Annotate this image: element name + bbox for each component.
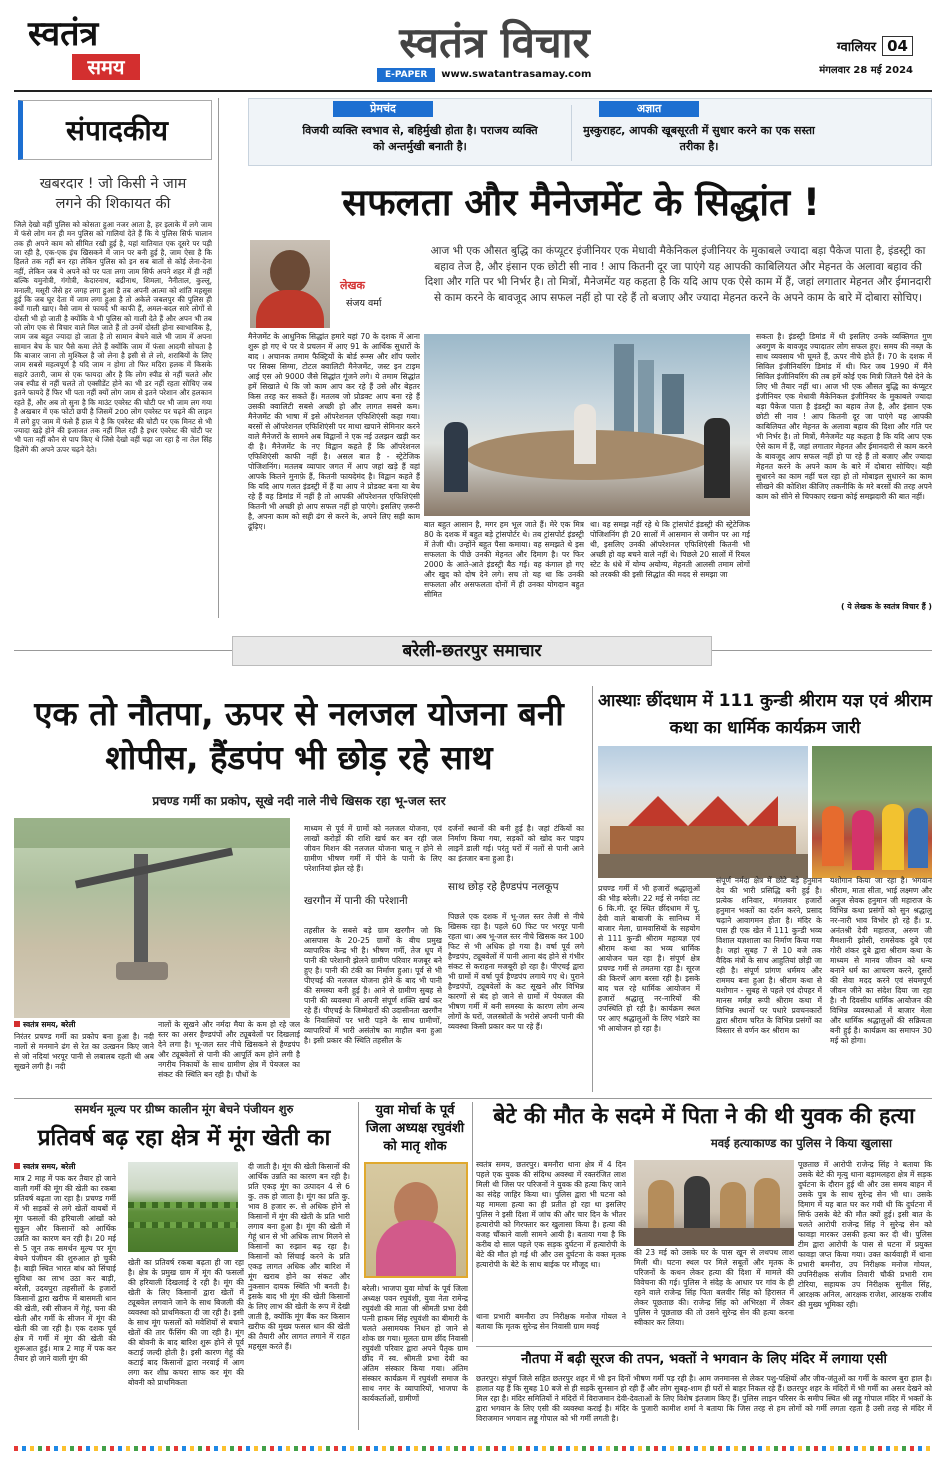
lead-col-1: मैनेजमेंट के आधुनिक सिद्धांत हमारे यहां 70 के दशक में आना शुरू हो गए थे पर वे प्रचलन में आए 91 के आर्थिक सुधारों के बाद । अचानक तमाम फैक्ट्रियों के बोर्ड रूम्स और शॉप फ्लोर पर सिक्स सिग्मा, टोटल क्वालिटी मैनेजमेंट, जस्ट इन टाइम आई एस ओ 9000 जैसे सिद्धांत गूंजने लगे। ये तमाम सिद्धांत हमें सिखाते थे कि जो काम आप कर रहे हैं उसे और बेहतर किस तरह कर सकते हैं। मतलब जो प्रोडक्ट आप बना रहे हैं उसकी क्वालिटी सबसे अच्छी हो और लागत सबसे कम। मैनेजमेंट की भाषा में इसे ऑपरेशनल एफिशिएंसी कहा गया। बरसों से ऑपरेशनल एफिशिएंसी पर माथा खपाने सेमिनार करने वाले मैनेजरों के सामने अब विद्वानों ने एक नई उलझन खड़ी कर दी है। मैनेजमेंट के नए विद्वान कहते हैं कि ऑपरेशनल एफिशिएंसी काफी नहीं है। असल बात है - स्ट्रेटेजिक पोजिशनिंग। मतलब व्यापार जगत में आप जहां खड़े हैं वहां आपके कितने मुनाफ़े हैं, कितनी फायदेमंद है। विद्वान कहते हैं कि यदि आप गलत इंडस्ट्री में हैं या आप ने प्रोडक्ट बना या बेच रहे हैं वह डिमांड में नहीं है तो आपकी ऑपरेशनल एफिशिएंसी कितनी भी अच्छी हो आप सफल नहीं हो पाएंगे। इसलिए ज़रूरी है, अपना काम को सही ढंग से करने के, अपने लिए सही काम ढूंढ़िए। xyxy=(248,332,420,532)
story1-sub2: साथ छोड़ रहे हैण्डपंप नलकूप xyxy=(448,881,559,893)
yagya-photo-2 xyxy=(812,746,932,878)
editorial-heading: संपादकीय xyxy=(66,114,168,147)
story1-subhead: प्रचण्ड गर्मी का प्रकोप, सूखे नदी नाले नीचे खिसक रहा भू-जल स्तर xyxy=(152,794,446,808)
story1-p5: दर्जनों स्थानों की बनी हुई है। जहां टंकियों का निर्माण किया गया, सड़कों को खोद कर पाइप लाइनें डाली गई। परंतु घरों में नलों से पानी आने का इंतजार बना हुआ है। xyxy=(448,824,584,864)
section-banner-text: बरेली-छतरपुर समाचार xyxy=(402,641,542,661)
story2-p2: संपूर्ण नर्मदा क्षेत्र में छोटे बड़े हनुमान देव की भारी प्रसिद्धि बनी हुई है। प्रत्येक शनिवार, मंगलवार हजारों हनुमान भक्तों का दर्शन करने, प्रसाद चढ़ाने आवागमन होता है। मंदिर के पास ही एक खेत में 111 कुन्डी भव्य विशाल यज्ञशाला का निर्माण किया गया है। जहां सुबह 7 से 10 बजे तक वैदिक मंत्रों के साथ आहुतियां छोड़ी जा रही है। संपूर्ण प्रांगण धर्ममय और राममय बना हुआ है। श्रीराम कथा से यशोगान - सुबह से पहले एवं दोपहर में मानस मर्मज्ञ रूपी श्रीराम कथा में विभिन्न स्थानों पर पधारे प्रवचनकारों द्वारा श्रीराम चरित के विभिन्न प्रसंगों का विस्तार से वर्णन कर श्रीराम का xyxy=(716,876,822,1036)
story1-p4: तहसील के सबसे बड़े ग्राम खरगौन जो कि आसपास के 20-25 ग्रामों के बीच प्रमुख व्यापारिक केन्द्र भी है। भीषण गर्मी, तेज धूप में पानी की परेशानी झेलने ग्रामीण परिवार मजबूर बने हुए है। पानी की टंकी का निर्माण हुआ। पूर्व से भी पीएचई की नलजल योजना होने के बाद भी पानी की समस्या बनी हुई है। आने से ग्रामीण सुबह से पानी की व्यवस्था में अपनी संपूर्ण शक्ति खर्च कर रहे हैं। पीएचई के जिम्मेदारों की उदासीनता खरगौन के निवासियों पर भारी पड़ने के साथ ग्रामीणों, व्यापारियों में भारी असंतोष का माहौल बना हुआ है। इसी प्रकार की स्थिति तहसील के xyxy=(304,926,442,1046)
quote-author-2: अज्ञात xyxy=(599,101,699,117)
caption-square-icon xyxy=(14,1021,20,1027)
editorial-divider xyxy=(218,98,219,618)
lead-col-3: था। वह समझ नहीं रहे थे कि ट्रांसपोर्ट इंडस्ट्री की स्ट्रेटेजिक पोजिशनिंग ही 20 सालों में आसमान से जमीन पर आ गई थी, इसलिए उनकी ऑपरेशनल एफिशिएंसी कितनी भी अच्छी हो वह बचने वाले नहीं थे। पिछले 20 सालों में रियल स्टेट के धंधे में योग्य अयोग्य, मेहनती आलसी तमाम लोगों को तरक्की की इसी सिद्धांत की मदद से समझा जा xyxy=(590,520,750,580)
story1-p2: नालों के सूखने और नर्मदा मैया के कम हो रहे जल स्तर का असर हैण्डपंपों और ट्यूबवेलों पर दिखलाई देने लगा है। भू-जल स्तर नीचे खिसकने से हैण्डपंप और ट्यूबवेलों से पानी की आपूर्ति कम होने लगी है नगरीय निकायों के साथ ग्रामीण क्षेत्र में पेयजल का संकट की स्थिति बन रही है। पौधों के xyxy=(158,1020,300,1080)
epaper-badge: E-PAPER xyxy=(377,68,435,82)
author-photo xyxy=(250,240,330,328)
story2-p1: प्रचण्ड गर्मी में भी हजारों श्रद्धालुओं की भीड़ बरेली। 22 मई से नर्मदा तट 6 कि.मी. दूर स्थित छींदधाम में पू. देवी वाले बाबाजी के सानिध्य में बाजार मेला, ग्रामवासियों के सहयोग से 111 कुन्डी श्रीराम महायज्ञ एवं श्रीराम कथा का भव्य धार्मिक आयोजन चल रहा है। संपूर्ण क्षेत्र प्रचण्ड गर्मी से तमतमा रहा है। सूरज की किरणें आग बरसा रही है। इसके बाद चल रहे धार्मिक आयोजन में हजारों श्रद्धालु नर-नारियों की उपस्थिति हो रही है। कार्यक्रम स्थल पर आए श्रद्धालुओं के लिए भंडारे का भी आयोजन हो रहा है। xyxy=(598,884,700,1034)
lead-col-2: बात बहुत आसान है, मगर हम भूल जाते हैं। मेरे एक मित्र 80 के दशक में बहुत बड़े ट्रांसपोर्टर थे। तब ट्रांसपोर्ट इंडस्ट्री में तेजी थी। उन्होंने बहुत पैसा कमाया। वह समझते थे इस सफलता के पीछे उनकी मेहनत और दिमाग है। पर फिर 2000 के आते-आते इंडस्ट्री बैठ गई। वह कंगाल हो गए और खुद को दोष देने लगे। सच तो यह था कि उनकी सफलता और असफलता दोनों में ही उनका योगदान बहुत सीमित xyxy=(424,520,584,600)
story3-p2: खेती का प्रतिवर्ष रकबा बढ़ता ही जा रहा है। क्षेत्र के प्रमुख ग्राम में मूंग की फसलों की हरियाली दिखलाई दे रही है। मूंग की खेती के लिए किसानों द्वारा खेतों में ट्यूबवेल लगवाने जाने के साथ बिजली की व्यवस्था को प्राथमिकता दी जा रही है। इसी के साथ मूंग फसलों को मवेशियों से बचाने खेतों की तार फैंसिंग की जा रही है। मूंग की बोवनी के बाद बारिश शुरू होने से पूर्व कटाई जल्दी होती है। इसी कारण गेहूं की कटाई बाद किसानों द्वारा नरवाई में आग लगा कर शीघ्र कचरा साफ कर मूंग की बोवनी को प्राथमिकता xyxy=(128,1258,244,1388)
lead-col-4: सकता है। इंडस्ट्री डिमांड में थी इसलिए उनके व्यक्तिगत गुण अवगुण के बावजूद ज्यादातर लोग सफल हुए। समय की नब्ज़ के साथ व्यवसाय भी घूमते हैं, ऊपर नीचे होते हैं। 70 के दशक में सिविल इंजीनियरिंग डिमांड में थी। फिर जब 1990 में मैंने सिविल इंजीनियरिंग की तब हमें कोई एक मित्री जितने पैसे देने के लिए भी तैयार नहीं था। आज भी एक औसत बुद्धि का कंप्यूटर इंजीनियर एक मेधावी मैकेनिकल इंजीनियर के मुकाबले ज्यादा बड़ा पैकेज पाता है इंडस्ट्री का बहाव तेज है, और इंसान एक छोटी सी नाव ! आप कितनी दूर जा पाएंगे यह आपकी काबिलियत और मेहनत के अलावा बहाव की दिशा और गति पर भी निर्भर है। तो मित्रों, मैनेजमेंट यह कहता है कि यदि आप एक ऐसे काम में हैं, जहां लगातार मेहनत और ईमानदारी से काम करने के बावजूद आप सफल नहीं हो पा रहे हैं तो बजाए और ज्यादा मेहनत करने के अपने काम के बारे में दोबारा सोचिए। यही सुधारने का काम नहीं चल रहा हो तो मोबाइल सुधारने का काम सीखने की कोशिश कीजिए तकनीकि के मरे बरसों की तरह अपने काम को सीने से चिपकाए रखना कोई समझदारी की बात नहीं। xyxy=(756,332,932,502)
quote-author-1: प्रेमचंद xyxy=(333,101,433,117)
yagya-photo-1 xyxy=(598,746,808,878)
story3-dateline: स्वतंत्र समय, बरेली xyxy=(14,1162,124,1172)
story5-divider xyxy=(472,1102,473,1342)
story5-p1: स्वतंत्र समय, छतरपुर। बमनौरा थाना क्षेत्र में 4 दिन पहले एक युवक की संदिग्ध अवस्था में रक्तरंजित लाश मिली थी जिस पर परिजनों ने युवक की हत्या किए जाने का संदेह जाहिर किया था। पुलिस द्वारा भी घटना को यह मामला हत्या का ही प्रतीत हो रहा था इसलिए पुलिस ने इसी दिशा में जांच की और चार दिन के भीतर हत्यारोपी को गिरफ्तार कर खुलासा किया है। हत्या की वजह चौंकाने वाली सामने आयी है। बताया गया है कि करीब दो साल पहले एक सड़क दुर्घटना में हत्यारोपी के बेटे की मौत हो गई थी और उस दुर्घटना के वक्त मृतक हत्यारोपी के बेटे के साथ बाईक पर मौजूद था। xyxy=(476,1160,626,1270)
masthead-rule xyxy=(14,90,932,92)
city: ग्वालियर xyxy=(836,40,877,55)
lead-intro: आज भी एक औसत बुद्धि का कंप्यूटर इंजीनियर एक मेधावी मैकेनिकल इंजीनियर के मुकाबले ज्यादा बड़ा पैकेज पाता है, इंडस्ट्री का बहाव तेज है, और इंसान एक छोटी सी नाव ! आप कितनी दूर जा पाएंगे यह आपकी काबिलियत और मेहनत के अलावा बहाव की दिशा और गति पर भी निर्भर है। तो मित्रों, मैनेजमेंट यह कहता है कि यदि आप एक ऐसे काम में हैं, जहां लगातार मेहनत और ईमानदारी से काम करने के बावजूद आप सफल नहीं हो पा रहे हैं तो बजाए और ज्यादा मेहनत करने के अपने काम के बारे में दोबारा सोचिए। xyxy=(424,245,932,304)
story4-p1: बरेली। भाजपा युवा मोर्चा के पूर्व जिला अध्यक्ष पवन रघुवंशी, युवा नेता रामेन्द्र रघुवंशी की माता जी श्रीमती प्रभा देवी पत्नी हाकम सिंह रघुवंशी का बीमारी के चलते असामयक निधन हो जाने से शोक छा गया। मूलतः ग्राम छींद निवासी रघुवंशी परिवार द्वारा अपने पैतृक ग्राम छींद में स्व. श्रीमती प्रभा देवी का अंतिम संस्कार किया गया। अंतिम संस्कार कार्यक्रम में रघुवंशी समाज के साथ नगर के व्यापारियों, भाजपा के कार्यकर्ताओं, ग्रामीणों xyxy=(362,1284,468,1404)
story2-divider xyxy=(592,686,593,1092)
editorial-heading-box xyxy=(18,100,212,160)
story5-subhead: मवई हत्याकाण्ड का पुलिस ने किया खुलासा xyxy=(710,1136,892,1150)
page-number: 04 xyxy=(882,36,913,56)
handpump-photo xyxy=(14,818,290,1018)
byline-author: संजय वर्मा xyxy=(346,298,382,309)
page-meta xyxy=(778,36,913,76)
story1-p3: माध्यम से पूर्व में ग्रामों को नलजल योजना, एवं लाखों करोड़ों की राशि खर्च कर बन रही जल जीवन मिशन की नलजल योजना चालू न होने से ग्रामीण भीषण गर्मी में पीने के पानी के लिए परेशानियां झेल रहे हैं। xyxy=(304,824,442,874)
story1-headline: एक तो नौतपा, ऊपर से नलजल योजना बनी शोपीस, हैंडपंप भी छोड़ रहे साथ xyxy=(34,694,564,777)
meeting-photo xyxy=(424,334,750,516)
story4-divider xyxy=(358,1102,359,1430)
story5-p3: की 23 मई को उसके घर के पास खून से लथपथ लाश मिली थी। घटना स्थल पर मिले सबूतों और मृतक के परिजनों के कथन लेकर हत्या की दिशा में मामले की विवेचना की गई। पुलिस ने संदेह के आधार पर गांव के ही रहने वाले राजेन्द्र सिंह पिता बलवीर सिंह को हिरासत में लेकर पूछताछ की। राजेन्द्र सिंह को अभिरक्षा में लेकर पुलिस ने पूछताछ की तो उसने सुरेन्द्र सेन की हत्या करना स्वीकार कर लिया। xyxy=(634,1248,794,1328)
story3-headline: प्रतिवर्ष बढ़ रहा क्षेत्र में मूंग खेती का xyxy=(37,1125,331,1151)
quote-text-2: मुस्कुराहट, आपकी खूबसूरती में सुधार करने का एक सस्ता तरीका है। xyxy=(583,124,815,153)
story2-p3: यशोगान किया जा रहा है। भगवान श्रीराम, माता सीता, भाई लक्ष्मण और अनुज सेवक हनुमान जी महाराज के विभिन्न कथा प्रसंगों को सुन श्रद्धालु नर-नारी भाव विभोर हो रहे हैं। प्र. अनंतश्री देवी महाराज, अरुण जी मैमशानी झोसी, रामसेवक दुबे एवं गोरी शंकर दुबे द्वारा श्रीराम कथा के माध्यम से मानव जीवन को धन्य बनाने धर्म का आचरण करने, दूसरों की सेवा मदद करने एवं संयमपूर्ण जीवन जीने का संदेश दिया जा रहा है। नौ दिवसीय धार्मिक आयोजन की विभिन्न व्यवस्थाओं में बाजार मेला और धार्मिक श्रद्धालुओं की सक्रियता बनी हुई है। कार्यक्रम का समापन 30 मई को होगा। xyxy=(830,876,932,1046)
story2-headline: आस्थाः छींदधाम में 111 कुन्डी श्रीराम यज्ञ एवं श्रीराम कथा का धार्मिक कार्यक्रम जारी xyxy=(598,691,932,738)
story5-p2: थाना प्रभारी बमनौरा उप निरीक्षक मनोज गोयल ने बताया कि मृतक सुरेन्द्र सेन निवासी ग्राम मवई xyxy=(476,1312,626,1332)
story4-headline: युवा मोर्चा के पूर्व जिला अध्यक्ष रघुवंशी को मातृ शोक xyxy=(365,1103,465,1154)
byline-label: लेखक xyxy=(340,279,365,292)
lead-headline: सफलता और मैनेजमेंट के सिद्धांत ! xyxy=(342,181,820,224)
story5-p4: पूछताछ में आरोपी राजेन्द्र सिंह ने बताया कि उसके बेटे की मृत्यु थाना बड़ामलहरा क्षेत्र में सड़क दुर्घटना के दौरान हुई थी और उस समय बाहन में उसके पुत्र के साथ सुरेन्द्र सेन भी था। उसके दिमाग में यह बात घर कर गयी थी कि दुर्घटना में सिर्फ उसके बेटे की मौत क्यों हुई। इसी बात के चलते आरोपी राजेन्द्र सिंह ने सुरेन्द्र सेन को फावड़ा मारकर उसकी हत्या कर दी थी। पुलिस टीम द्वारा आरोपी के पास से घटना में प्रयुक्त फावड़ा जप्त किया गया। उक्त कार्यवाही में थाना प्रभारी बमनौरा, उप निरीक्षक मनोज गोयल, उपनिरीक्षक संजीव तिवारी चौकी प्रभारी राम टोरिया, सहायक उप निरीक्षक सुनील सिंह, आरक्षक अनिल, आरक्षक राजेश, आरक्षक राजीव की मुख्य भूमिका रही। xyxy=(798,1160,932,1310)
footer-color-strip xyxy=(14,1446,932,1451)
story6-p1: छतरपुर। संपूर्ण जिले सहित छतरपुर शहर में भी इन दिनों भीषण गर्मी पड़ रही है। आम जनमानस से लेकर पशु-पक्षियों और जीव-जंतुओं का गर्मी के कारण बुरा हाल है। हालात यह हैं कि सुबह 10 बजे से ही सड़कें सुनसान हो रही हैं और लोग सुबह-शाम ही घरों से बाहर निकल रहे हैं। छतरपुर शहर के मंदिरों में भी गर्मी का असर देखने को मिल रहा है। मंदिर समितियों ने मंदिरों में विराजमान देवी-देवताओं के लिए विशेष इंतजाम किए हैं। पुलिस लाइन परिसर के समीप स्थित श्री लड्डू गोपाल मंदिर में भक्तों के द्वारा भगवान के लिए एसी की व्यवस्था कराई है। मंदिर के पुजारी कामीश शर्मा ने बताया कि जिस तरह से हम लोगों को गर्मी लगता रहता है उसी तरह से मंदिर में विराजमान भगवान लड्डू गोपाल को भी गर्मी लगती है। xyxy=(476,1374,932,1424)
story3-p3: दी जाती है। मूंग की खेती किसानों की आर्थिक उन्नति का कारण बन रही है। प्रति एकड़ मूंग का उत्पादन 4 से 6 कु. तक हो जाता है। मूंग का प्रति कु. भाव 8 हजार रू. से अधिक होने से किसानों में मूंग की खेती के प्रति भारी लगाव बना हुआ है। मूंग की खेती में गेहूं धान से भी अधिक लाभ मिलने से किसानों का रुझान बढ़ रहा है। किसानों को सिंचाई करने के प्रति एकड़ लागत अधिक और बारिश में मूंग खराब होने का संकट और नुकसान दायक स्थिति भी बनती है। इसके बाद भी मूंग की खेती किसानों के लिए लाभ की खेती के रूप में देखी जाती है, क्योंकि मूंग बैंक कर किसान खरीफ की मुख्य फसल धान की खेती की तैयारी और लागत लगाने में राहत महसूस करते हैं। xyxy=(248,1162,350,1352)
quotes-strip xyxy=(248,98,932,166)
epaper-bar xyxy=(377,68,607,82)
quote-divider xyxy=(571,105,572,161)
logo-top: स्वतंत्र xyxy=(28,14,99,54)
masthead-logo xyxy=(28,14,148,86)
story1-caption: स्वतंत्र समय, बरेली xyxy=(14,1020,290,1030)
story1-p1: निरंतर प्रचण्ड गर्मी का प्रकोप बना हुआ है। नदी नालों से मनमाने ढंग से रेत का उत्खनन किए जाने से जो नदियां भरपूर पानी से लबालब रहती थी अब सूखने लगी है। नदी xyxy=(14,1032,154,1072)
story3-p1: मात्र 2 माह में पक कर तैयार हो जाने वाली गर्मी की मूंग की खेती का रकबा प्रतिवर्ष बढ़ता जा रहा है। प्रचण्ड गर्मी में भी सड़कों से लगे खेतों वायबों में मूंग फसलों की हरियाली आंखों को सुकून और किसानों को आर्थिक उन्नति का कारण बन रही है। 20 मई से 5 जून तक समर्थन मूल्य पर मूंग बेचने पंजीयन की शुरुआत हो चुकी है। बाड़ी स्थित भारत बांध को सिंचाई सुविधा का लाभ उठा कर बाड़ी, बरेली, उदयपुरा तहसीलों के हजारों किसानों द्वारा खरीफ में बासमती धान की खेती, रबी सीजन में गेहूं, चना की खेती और गर्मी के सीजन में मूंग की खेती की जा रही है। एक दशक पूर्व क्षेत्र में गर्मी में मूंग की खेती की शुरूआत हुई। मात्र 2 माह में पक कर तैयार हो जाने वाली मूंग की xyxy=(14,1174,116,1364)
story1-p6: पिछले एक दशक में भू-जल स्तर तेजी से नीचे खिसक रहा है। पहले 60 फिट पर भरपूर पानी रहता था। अब भू-जल स्तर नीचे खिसक कर 100 फिट से भी अधिक हो गया है। वर्षा पूर्व लगे हैण्डपंप, ट्यूबवेलों में पानी आना बंद होने से गंभीर संकट से कराहना मजबूरी हो रहा है। पीएचई द्वारा भी ग्रामों में वर्षा पूर्व हैण्डपंप लगाये गए थे। पुराने हैण्डपंपों, ट्यूबवेलों के कट सूखने और विभिन्न कारणों से बंद हो जाने से ग्रामों में पेयजल की भीषण गर्मी में बनी समस्या के कारण लोग अन्य लोगों के घरों, जलस्त्रोतों के भरोसे अपनी पानी की व्यवस्था किसी प्रकार कर पा रहे हैं। xyxy=(448,912,584,1032)
lead-note: ( ये लेखक के स्वतंत्र विचार हैं ) xyxy=(840,602,932,611)
story3-kicker: समर्थन मूल्य पर ग्रीष्म कालीन मूंग बेचने पंजीयन शुरु xyxy=(74,1102,294,1116)
editorial-column xyxy=(14,98,212,618)
story6-headline: नौतपा में बढ़ी सूरज की तपन, भक्तों ने भगवान के लिए मंदिर में लगाया एसी xyxy=(521,1352,887,1367)
moong-field-photo xyxy=(128,1162,238,1252)
editorial-title: खबरदार ! जो किसी ने जाम लगने की शिकायत की xyxy=(39,176,187,212)
website-link[interactable]: www.swatantrasamay.com xyxy=(441,69,592,80)
police-press-photo xyxy=(634,1160,794,1246)
editorial-body: जिले देखो वहीं पुलिस को कोसता हुआ नजर आता है, हर इलाके में लगे जाम में फंसे लोग मन ही मन पुलिस को गालियां देते हैं कि ये पुलिस सिर्फ चालान तक ही अपने काम को सीमित रखी हुई है, यहां यातियात एक दूसरे पर पड़ी जा रही है, एक-एक इंच खिसकने में जान पर बनी हुई है, जाम ऐसा है कि हिलते तक नहीं बन रहा लेकिन पुलिस को इन सब बातों से कोई लेना-देना नहीं, लेकिन जब ये अपने को पर पता लगा जाम सिर्फ अपने शहर में ही नहीं बल्कि यमुनोत्री, गंगोत्री, केदारनाथ, बद्रीनाथ, शिमला, नैनीताल, कुल्लू, मनाली, मसूरी जैसे हर जगह लगा हुआ है तब अपनी आत्मा को शांति महसूस हुई कि जब घूर देता में जाम लगा हुआ है तो अकेले जबलपुर की पुलिस ही क्यों गाली खाए। वैसे जाम से फायदे भी काफी हैं, अमल-बदल सारे लोगों से दोस्ती भी हो जाती है क्योंकि वे भी पुलिस को गाली देते हैं और अपन भी तब जो लोग एक से विचार वाले मिल जाते हैं तो उनमें दोस्ती होना स्वाभाविक है, जाम जब बहुत ज्यादा हो जाता है तो सामान बेचने वाले भी जाम में अपना सामान बेच के चार पैसे कमा लेते हैं क्योंकि जाम में फंसा आदमी सोचता है कि बाजार जाना तो मुश्किल है जो लेना है इसी से ले लो, शराबियों के लिए जाम सबसे महत्वपूर्ण है यदि जाम न होगा तो फिर मदिरा हलक में किसके सहारे उतारी, जाम से एक फायदा और है कि लोग स्पीड से नहीं चलते और जब स्पीड से नहीं चलते तो एक्सीडेंट होने का भी डर नहीं रहता सोचिए जब इतने फायदे हैं फिर भी पता नहीं क्यों लोग जाम से इतने परेशान और हलकान रहते हैं, और अब तो सुना है कि माउंट एवरेस्ट की चोटी पर भी जाम लग गया है अखबार में एक फोटो छपी है जिसमें 200 लोग एवरेस्ट पर चढ़ने की लाइन में लगे हुए जाम में फंसे हैं हाल ये है कि एवरेस्ट की चोटी पर एक मिनट से भी ज्यादा खड़े होने की इजाजत तक नहीं मिल रही है इधर एवरेस्ट की चोटी पर भी पता नहीं कौन से पाप किए थे जिसे देखो वहीं चढ़ा जा रहा है ना तेल सिंह हिलेंगे की अपने ऊपर चढ़ने देते। xyxy=(14,220,212,454)
logo-bottom: समय xyxy=(72,54,140,80)
story1-sub1: खरगौन में पानी की परेशानी xyxy=(304,895,408,907)
paper-title: स्वतंत्र विचार xyxy=(399,18,590,67)
story5-headline: बेटे की मौत के सदमे में पिता ने की थी युवक की हत्या xyxy=(493,1104,915,1129)
story6-rule xyxy=(476,1346,932,1347)
quote-text-1: विजयी व्यक्ति स्वभाव से, बहिर्मुखी होता है। पराजय व्यक्ति को अन्तर्मुखी बनाती है। xyxy=(302,124,538,153)
obituary-photo xyxy=(364,1162,468,1278)
dateline-square-icon xyxy=(14,1163,20,1169)
section-banner xyxy=(232,636,712,666)
issue-date: मंगलवार 28 मई 2024 xyxy=(819,65,913,76)
